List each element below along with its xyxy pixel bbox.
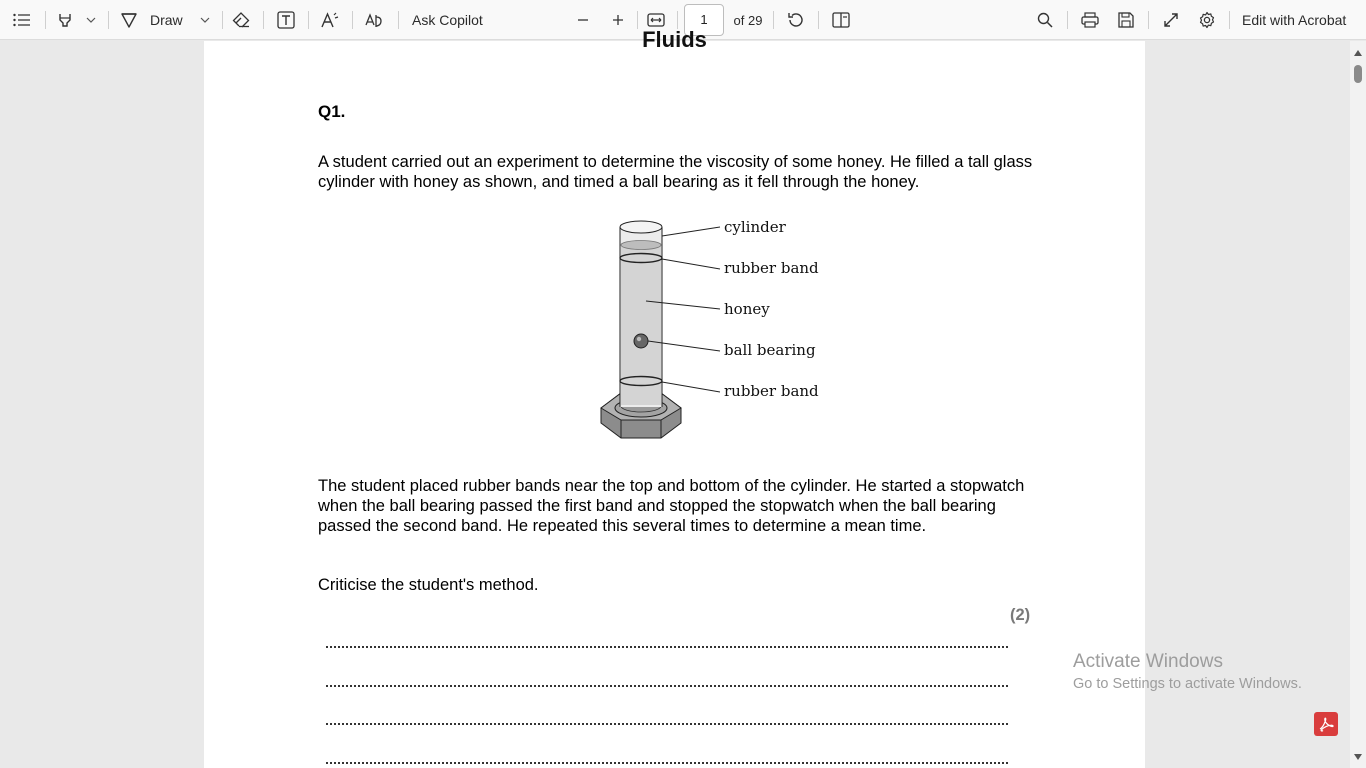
label-cylinder: cylinder [724,218,786,236]
watermark-subtitle: Go to Settings to activate Windows. [1073,676,1302,692]
method-paragraph: The student placed rubber bands near the top and bottom of the cylinder. He started a stopwatch when the ball bearing passed the first band and stopped the stopwatch when the ball bearing passed the second band. He repeated this several times to determine a mean time. [318,477,1025,535]
page-number-input[interactable]: 1 [684,4,724,36]
label-honey: honey [724,300,770,318]
acrobat-icon[interactable] [1314,712,1338,736]
label-rubber-band-top: rubber band [724,259,819,277]
page-heading: Fluids [642,27,707,52]
answer-line [326,721,1008,725]
vertical-scrollbar[interactable] [1350,41,1366,768]
page-total: of 29 [733,12,763,28]
label-rubber-band-bottom: rubber band [724,382,819,400]
answer-line [326,644,1008,648]
label-ball-bearing: ball bearing [724,341,816,359]
pdf-page [204,27,1145,768]
cylinder-diagram [594,213,854,445]
scroll-up-arrow-icon[interactable] [1354,50,1362,56]
marks-indicator: (2) [1010,606,1031,624]
draw-button[interactable] [120,0,192,40]
highlight-icon[interactable] [54,0,76,40]
draw-icon [120,12,138,28]
activate-windows-watermark [1073,651,1302,695]
answer-line [326,683,1008,687]
draw-label: Draw [150,12,183,28]
scroll-down-arrow-icon[interactable] [1354,754,1362,760]
settings-icon[interactable] [1196,0,1218,40]
scrollbar-thumb[interactable] [1354,65,1362,83]
ask-copilot-label: Ask Copilot [412,12,483,28]
edit-with-acrobat-button[interactable]: Edit with Acrobat [1242,12,1347,28]
watermark-title: Activate Windows [1073,651,1223,672]
highlight-dropdown-chevron-icon[interactable] [82,0,100,40]
question-prompt: Criticise the student's method. [318,576,539,594]
answer-line [326,760,1008,764]
question-intro: A student carried out an experiment to determine the viscosity of some honey. He filled a tall glass cylinder with honey as shown, and timed a ball bearing as it fell through the honey. [318,153,1033,191]
contents-icon[interactable] [10,0,34,40]
question-label: Q1. [318,102,346,121]
fullscreen-icon[interactable] [1160,0,1182,40]
